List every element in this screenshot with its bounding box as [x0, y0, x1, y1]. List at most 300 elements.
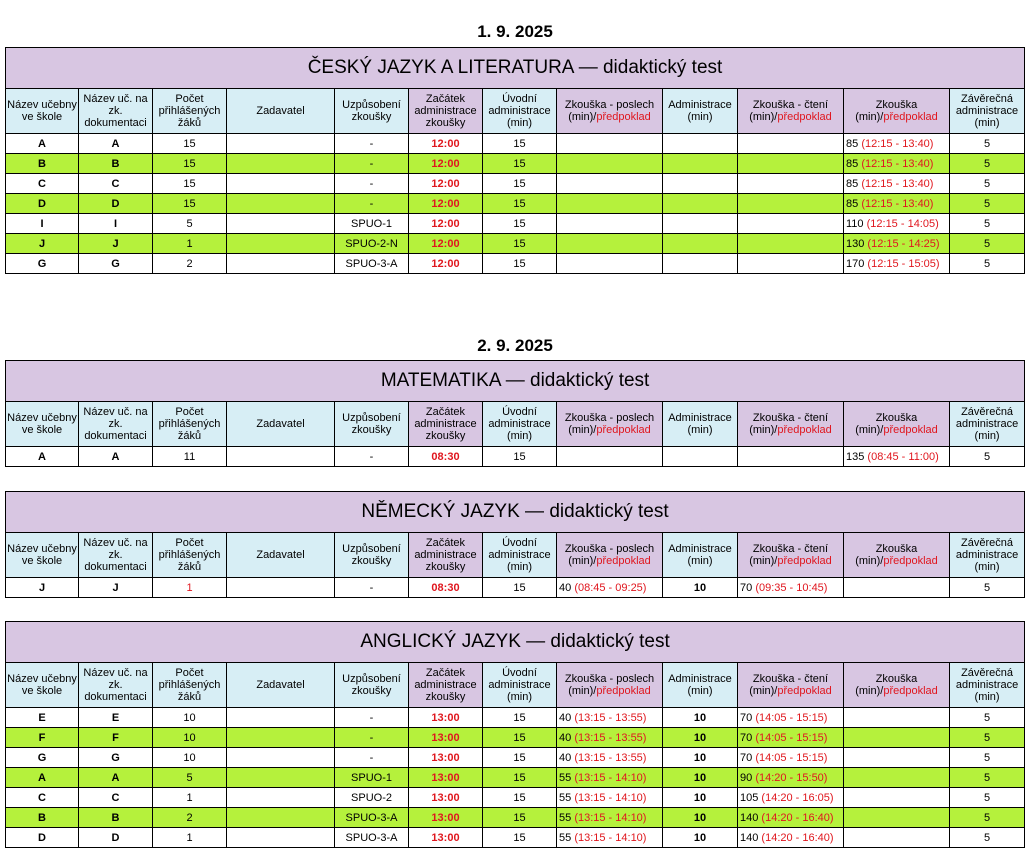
cell-adjust: - [335, 708, 409, 728]
cell-examiner [227, 828, 335, 848]
cell-final: 5 [950, 788, 1025, 808]
cell-room-doc: C [79, 788, 153, 808]
cell-final: 5 [950, 134, 1025, 154]
table-row [6, 447, 1025, 467]
cell-count: 10 [153, 748, 227, 768]
header-exam [844, 663, 950, 708]
cell-read [738, 154, 844, 174]
cell-room-doc: G [79, 254, 153, 274]
header-listen-label: Zkouška - poslech [564, 543, 655, 555]
cell-intro: 15 [483, 254, 557, 274]
cell-count: 1 [153, 234, 227, 254]
section-title: MATEMATIKA — didaktický test [6, 361, 1025, 402]
cell-intro: 15 [483, 154, 557, 174]
cell-admin [663, 134, 738, 154]
cell-count: 2 [153, 254, 227, 274]
header-exam-unit: (min)/ [855, 555, 884, 567]
cell-read [738, 708, 844, 728]
cell-room-doc: C [79, 174, 153, 194]
header-exam-unit: (min)/ [855, 424, 884, 436]
cell-intro: 15 [483, 174, 557, 194]
header-row [6, 89, 1025, 134]
cell-admin: 10 [663, 728, 738, 748]
cell-examiner [227, 728, 335, 748]
header-read-unit: (min)/ [749, 685, 778, 697]
header-exam-estimate: předpoklad [883, 424, 938, 436]
cell-room-doc: A [79, 447, 153, 467]
cell-listen [557, 578, 663, 598]
cell-start: 13:00 [409, 828, 483, 848]
cell-count: 1 [153, 578, 227, 598]
cell-read [738, 254, 844, 274]
cell-exam [844, 234, 950, 254]
cell-final: 5 [950, 234, 1025, 254]
cell-room-doc: D [79, 828, 153, 848]
header-exam-estimate: předpoklad [883, 111, 938, 123]
cell-intro: 15 [483, 728, 557, 748]
header-final: Závěrečná administrace (min) [950, 402, 1025, 447]
section-title-row [6, 48, 1025, 89]
cell-examiner [227, 578, 335, 598]
cell-admin: 10 [663, 828, 738, 848]
listen-time: (13:15 - 13:55) [574, 751, 647, 764]
cell-start: 13:00 [409, 768, 483, 788]
cell-start: 12:00 [409, 194, 483, 214]
cell-count: 10 [153, 728, 227, 748]
cell-exam [844, 808, 950, 828]
cell-examiner [227, 808, 335, 828]
header-read-estimate: předpoklad [777, 685, 832, 697]
cell-examiner [227, 254, 335, 274]
exam-minutes: 135 [846, 450, 865, 463]
cell-intro: 15 [483, 578, 557, 598]
cell-room: A [6, 134, 79, 154]
cell-count: 1 [153, 828, 227, 848]
cell-room: C [6, 788, 79, 808]
header-admin-unit: (min) [687, 424, 713, 436]
section-title: ČESKÝ JAZYK A LITERATURA — didaktický test [6, 48, 1025, 89]
cell-read [738, 808, 844, 828]
cell-intro: 15 [483, 828, 557, 848]
cell-start: 12:00 [409, 134, 483, 154]
exam-time: (12:15 - 14:25) [867, 237, 940, 250]
cell-adjust: SPUO-3-A [335, 808, 409, 828]
exam-minutes: 85 [846, 157, 859, 170]
cell-exam [844, 214, 950, 234]
header-read-label: Zkouška - čtení [752, 99, 829, 111]
header-exam-unit: (min)/ [855, 685, 884, 697]
header-listen-label: Zkouška - poslech [564, 412, 655, 424]
cell-adjust: - [335, 134, 409, 154]
cell-room: J [6, 234, 79, 254]
table-row [6, 234, 1025, 254]
cell-admin: 10 [663, 748, 738, 768]
cell-room-doc: E [79, 708, 153, 728]
header-listen-estimate: předpoklad [596, 555, 651, 567]
header-read [738, 402, 844, 447]
listen-time: (13:15 - 14:10) [574, 771, 647, 784]
schedule-table [5, 491, 1025, 598]
header-room-doc: Název uč. na zk. dokumentaci [79, 533, 153, 578]
cell-room: F [6, 728, 79, 748]
cell-examiner [227, 768, 335, 788]
cell-count: 5 [153, 768, 227, 788]
cell-listen [557, 728, 663, 748]
read-minutes: 70 [740, 711, 753, 724]
read-time: (14:20 - 16:40) [761, 811, 834, 824]
exam-minutes: 85 [846, 177, 859, 190]
exam-time: (12:15 - 13:40) [861, 197, 934, 210]
cell-final: 5 [950, 194, 1025, 214]
exam-minutes: 85 [846, 197, 859, 210]
header-start: Začátek administrace zkoušky [409, 89, 483, 134]
header-intro: Úvodní administrace (min) [483, 663, 557, 708]
read-minutes: 70 [740, 751, 753, 764]
exam-time: (12:15 - 15:05) [867, 257, 940, 270]
header-listen [557, 533, 663, 578]
cell-start: 12:00 [409, 234, 483, 254]
read-time: (14:05 - 15:15) [755, 711, 828, 724]
cell-intro: 15 [483, 808, 557, 828]
table-cesky [5, 47, 1024, 274]
header-row [6, 533, 1025, 578]
cell-room: E [6, 708, 79, 728]
cell-final: 5 [950, 768, 1025, 788]
section-title-row [6, 361, 1025, 402]
listen-minutes: 40 [559, 751, 572, 764]
cell-listen [557, 768, 663, 788]
cell-examiner [227, 788, 335, 808]
header-start: Začátek administrace zkoušky [409, 533, 483, 578]
listen-minutes: 40 [559, 731, 572, 744]
table-row [6, 808, 1025, 828]
cell-start: 13:00 [409, 708, 483, 728]
header-room-doc: Název uč. na zk. dokumentaci [79, 663, 153, 708]
header-listen-label: Zkouška - poslech [564, 99, 655, 111]
cell-final: 5 [950, 708, 1025, 728]
table-row [6, 828, 1025, 848]
cell-read [738, 194, 844, 214]
read-minutes: 140 [740, 831, 759, 844]
header-intro: Úvodní administrace (min) [483, 402, 557, 447]
cell-read [738, 214, 844, 234]
cell-admin: 10 [663, 808, 738, 828]
cell-start: 12:00 [409, 154, 483, 174]
cell-intro: 15 [483, 194, 557, 214]
cell-adjust: SPUO-2 [335, 788, 409, 808]
cell-final: 5 [950, 214, 1025, 234]
cell-admin: 10 [663, 708, 738, 728]
cell-room: D [6, 194, 79, 214]
cell-count: 2 [153, 808, 227, 828]
header-room: Název učebny ve škole [6, 663, 79, 708]
cell-admin: 10 [663, 578, 738, 598]
cell-room: G [6, 254, 79, 274]
cell-count: 5 [153, 214, 227, 234]
table-row [6, 748, 1025, 768]
cell-examiner [227, 154, 335, 174]
cell-room: I [6, 214, 79, 234]
cell-intro: 15 [483, 708, 557, 728]
cell-listen [557, 234, 663, 254]
cell-read [738, 174, 844, 194]
header-count: Počet přihlášených žáků [153, 533, 227, 578]
header-count: Počet přihlášených žáků [153, 663, 227, 708]
cell-listen [557, 134, 663, 154]
header-read-label: Zkouška - čtení [752, 673, 829, 685]
table-row [6, 768, 1025, 788]
cell-exam [844, 768, 950, 788]
header-count: Počet přihlášených žáků [153, 402, 227, 447]
cell-count: 10 [153, 708, 227, 728]
header-exam [844, 89, 950, 134]
header-admin [663, 89, 738, 134]
header-room: Název učebny ve škole [6, 533, 79, 578]
header-room-doc: Název uč. na zk. dokumentaci [79, 402, 153, 447]
cell-admin: 10 [663, 788, 738, 808]
header-count: Počet přihlášených žáků [153, 89, 227, 134]
table-row [6, 194, 1025, 214]
cell-examiner [227, 134, 335, 154]
cell-room: C [6, 174, 79, 194]
cell-adjust: - [335, 154, 409, 174]
cell-admin [663, 194, 738, 214]
cell-examiner [227, 708, 335, 728]
header-listen-unit: (min)/ [568, 555, 597, 567]
cell-start: 12:00 [409, 254, 483, 274]
cell-start: 12:00 [409, 214, 483, 234]
header-read-label: Zkouška - čtení [752, 412, 829, 424]
date-heading-2: 2. 9. 2025 [477, 336, 553, 355]
header-exam [844, 402, 950, 447]
cell-listen [557, 828, 663, 848]
cell-adjust: - [335, 748, 409, 768]
table-row [6, 788, 1025, 808]
header-row [6, 402, 1025, 447]
read-minutes: 140 [740, 811, 759, 824]
cell-examiner [227, 174, 335, 194]
read-time: (14:20 - 16:05) [761, 791, 834, 804]
table-row [6, 214, 1025, 234]
cell-final: 5 [950, 728, 1025, 748]
cell-exam [844, 194, 950, 214]
exam-time: (12:15 - 13:40) [861, 157, 934, 170]
cell-listen [557, 194, 663, 214]
cell-room-doc: A [79, 768, 153, 788]
exam-time: (12:15 - 14:05) [866, 217, 939, 230]
cell-start: 13:00 [409, 808, 483, 828]
cell-listen [557, 447, 663, 467]
header-intro: Úvodní administrace (min) [483, 533, 557, 578]
header-exam-label: Zkouška [875, 412, 918, 424]
cell-examiner [227, 214, 335, 234]
header-admin [663, 533, 738, 578]
table-matematika [5, 360, 1024, 467]
header-admin [663, 402, 738, 447]
cell-final: 5 [950, 174, 1025, 194]
header-read [738, 533, 844, 578]
header-admin-label: Administrace [668, 99, 732, 111]
header-listen-unit: (min)/ [568, 111, 597, 123]
exam-minutes: 130 [846, 237, 865, 250]
cell-adjust: - [335, 578, 409, 598]
header-admin-unit: (min) [687, 111, 713, 123]
read-time: (14:05 - 15:15) [755, 751, 828, 764]
table-row [6, 174, 1025, 194]
header-listen-estimate: předpoklad [596, 111, 651, 123]
cell-count: 15 [153, 194, 227, 214]
header-read-unit: (min)/ [749, 111, 778, 123]
exam-minutes: 170 [846, 257, 865, 270]
cell-intro: 15 [483, 748, 557, 768]
listen-minutes: 55 [559, 791, 572, 804]
header-adjust: Uzpůsobení zkoušky [335, 533, 409, 578]
cell-room: G [6, 748, 79, 768]
cell-listen [557, 748, 663, 768]
exam-time: (08:45 - 11:00) [867, 450, 939, 463]
cell-room: A [6, 447, 79, 467]
cell-read [738, 234, 844, 254]
cell-exam [844, 748, 950, 768]
cell-listen [557, 788, 663, 808]
listen-minutes: 55 [559, 811, 572, 824]
cell-listen [557, 808, 663, 828]
cell-exam [844, 788, 950, 808]
cell-start: 13:00 [409, 748, 483, 768]
cell-examiner [227, 748, 335, 768]
header-room-doc: Název uč. na zk. dokumentaci [79, 89, 153, 134]
table-row [6, 134, 1025, 154]
header-exam [844, 533, 950, 578]
read-time: (14:20 - 15:50) [755, 771, 828, 784]
cell-exam [844, 708, 950, 728]
cell-room: B [6, 154, 79, 174]
cell-final: 5 [950, 447, 1025, 467]
header-adjust: Uzpůsobení zkoušky [335, 89, 409, 134]
header-examiner: Zadavatel [227, 89, 335, 134]
cell-examiner [227, 234, 335, 254]
header-listen-label: Zkouška - poslech [564, 673, 655, 685]
cell-examiner [227, 194, 335, 214]
header-exam-unit: (min)/ [855, 111, 884, 123]
header-room: Název učebny ve škole [6, 402, 79, 447]
section-title: NĚMECKÝ JAZYK — didaktický test [6, 492, 1025, 533]
header-admin-unit: (min) [687, 685, 713, 697]
read-minutes: 70 [740, 581, 753, 594]
cell-admin [663, 234, 738, 254]
cell-admin: 10 [663, 768, 738, 788]
cell-read [738, 578, 844, 598]
cell-admin [663, 447, 738, 467]
header-final: Závěrečná administrace (min) [950, 89, 1025, 134]
header-adjust: Uzpůsobení zkoušky [335, 402, 409, 447]
cell-final: 5 [950, 808, 1025, 828]
read-minutes: 105 [740, 791, 759, 804]
cell-admin [663, 214, 738, 234]
header-admin-label: Administrace [668, 412, 732, 424]
cell-intro: 15 [483, 214, 557, 234]
exam-time: (12:15 - 13:40) [861, 177, 934, 190]
header-adjust: Uzpůsobení zkoušky [335, 663, 409, 708]
header-listen [557, 89, 663, 134]
cell-adjust: SPUO-1 [335, 214, 409, 234]
section-title-row [6, 622, 1025, 663]
header-exam-label: Zkouška [875, 99, 918, 111]
listen-minutes: 40 [559, 581, 572, 594]
cell-start: 13:00 [409, 788, 483, 808]
cell-listen [557, 214, 663, 234]
cell-admin [663, 154, 738, 174]
read-minutes: 90 [740, 771, 753, 784]
cell-final: 5 [950, 828, 1025, 848]
cell-count: 11 [153, 447, 227, 467]
section-title-row [6, 492, 1025, 533]
header-listen-estimate: předpoklad [596, 685, 651, 697]
cell-adjust: - [335, 728, 409, 748]
cell-read [738, 788, 844, 808]
cell-room-doc: J [79, 578, 153, 598]
cell-examiner [227, 447, 335, 467]
cell-read [738, 748, 844, 768]
cell-adjust: - [335, 174, 409, 194]
header-examiner: Zadavatel [227, 402, 335, 447]
header-read-estimate: předpoklad [777, 424, 832, 436]
header-admin [663, 663, 738, 708]
listen-time: (13:15 - 14:10) [574, 791, 647, 804]
header-room: Název učebny ve škole [6, 89, 79, 134]
read-time: (09:35 - 10:45) [755, 581, 828, 594]
cell-final: 5 [950, 578, 1025, 598]
table-anglicky [5, 621, 1024, 848]
cell-room-doc: B [79, 808, 153, 828]
exam-minutes: 85 [846, 137, 859, 150]
header-examiner: Zadavatel [227, 533, 335, 578]
cell-start: 13:00 [409, 728, 483, 748]
cell-exam [844, 254, 950, 274]
cell-room: D [6, 828, 79, 848]
cell-room-doc: J [79, 234, 153, 254]
cell-room-doc: G [79, 748, 153, 768]
cell-listen [557, 254, 663, 274]
schedule-table [5, 47, 1025, 274]
header-final: Závěrečná administrace (min) [950, 533, 1025, 578]
cell-count: 15 [153, 154, 227, 174]
cell-intro: 15 [483, 768, 557, 788]
header-start: Začátek administrace zkoušky [409, 402, 483, 447]
cell-listen [557, 154, 663, 174]
table-row [6, 254, 1025, 274]
cell-admin [663, 254, 738, 274]
schedule-table [5, 621, 1025, 848]
cell-start: 08:30 [409, 578, 483, 598]
cell-final: 5 [950, 748, 1025, 768]
cell-room-doc: F [79, 728, 153, 748]
cell-adjust: SPUO-3-A [335, 828, 409, 848]
header-examiner: Zadavatel [227, 663, 335, 708]
cell-read [738, 768, 844, 788]
cell-room-doc: I [79, 214, 153, 234]
cell-read [738, 134, 844, 154]
table-row [6, 728, 1025, 748]
header-read-unit: (min)/ [749, 555, 778, 567]
header-read [738, 89, 844, 134]
header-read-unit: (min)/ [749, 424, 778, 436]
cell-count: 15 [153, 174, 227, 194]
cell-intro: 15 [483, 134, 557, 154]
header-read [738, 663, 844, 708]
cell-exam [844, 728, 950, 748]
header-start: Začátek administrace zkoušky [409, 663, 483, 708]
